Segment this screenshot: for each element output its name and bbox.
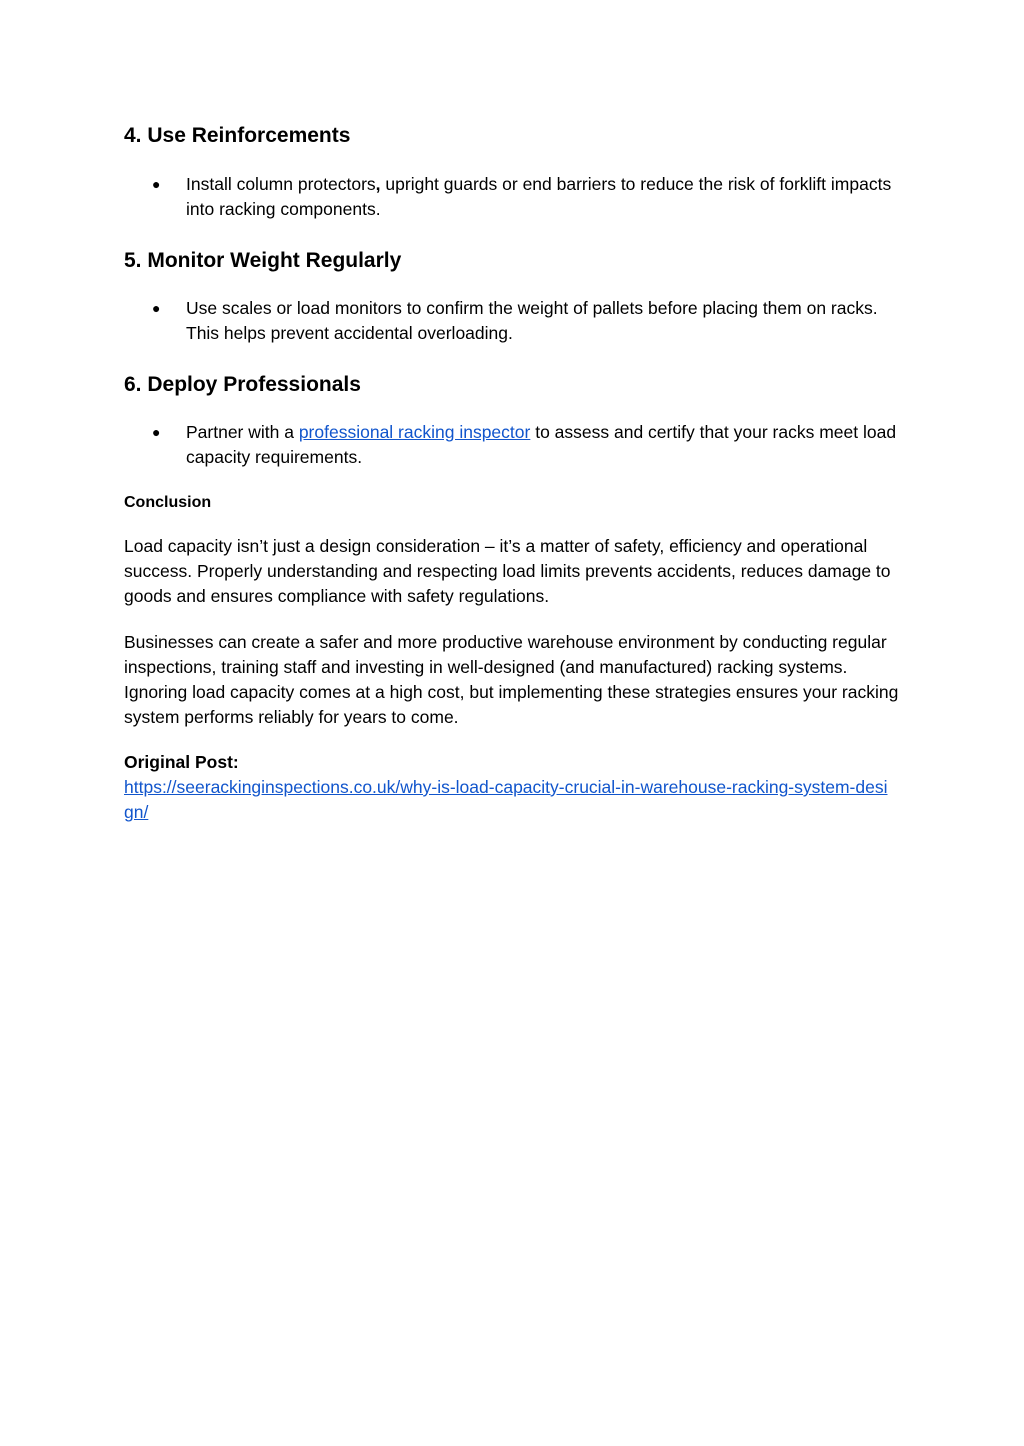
list-item (152, 296, 896, 346)
list-item (152, 420, 896, 470)
original-post-label: Original Post: (124, 752, 239, 772)
bullet-icon: ● (152, 424, 161, 440)
professional-racking-inspector-link[interactable]: professional racking inspector (298, 422, 531, 442)
conclusion-paragraph-2: Businesses can create a safer and more productive warehouse environment by conducting regular inspections, training staff and investing in well-designed (and manufactured) racking systems. Ignoring load capacity comes at a high cost, but implementing these strategies ensures your racking system performs reliably for years to come. (124, 632, 899, 727)
section-heading-deploy-professionals: 6. Deploy Professionals (124, 373, 361, 396)
section-heading-reinforcements: 4. Use Reinforcements (124, 124, 351, 147)
bullet-icon: ● (152, 300, 161, 316)
conclusion-heading: Conclusion (124, 494, 212, 511)
original-post-url-container (124, 775, 896, 825)
list-item-text: Use scales or load monitors to confirm the weight of pallets before placing them on racks. This helps prevent accidental overloading. (186, 298, 878, 343)
original-post-link[interactable]: https://seerackinginspections.co.uk/why-is-load-capacity-crucial-in-warehouse-racking-system-design/ (124, 777, 888, 822)
list-item-text: Install column protectors, upright guards or end barriers to reduce the risk of forklift impacts into racking components. (186, 174, 892, 219)
bullet-icon: ● (152, 176, 161, 192)
list-item-text: Partner with a professional racking inspector to assess and certify that your racks meet load capacity requirements. (186, 422, 897, 467)
list-item (152, 172, 896, 222)
section-heading-monitor-weight: 5. Monitor Weight Regularly (124, 249, 402, 272)
conclusion-paragraph-1: Load capacity isn’t just a design consideration – it’s a matter of safety, efficiency and operational success. Properly understanding and respecting load limits prevents accidents, reduces damage to goods and ensures compliance with safety regulations. (124, 536, 891, 606)
